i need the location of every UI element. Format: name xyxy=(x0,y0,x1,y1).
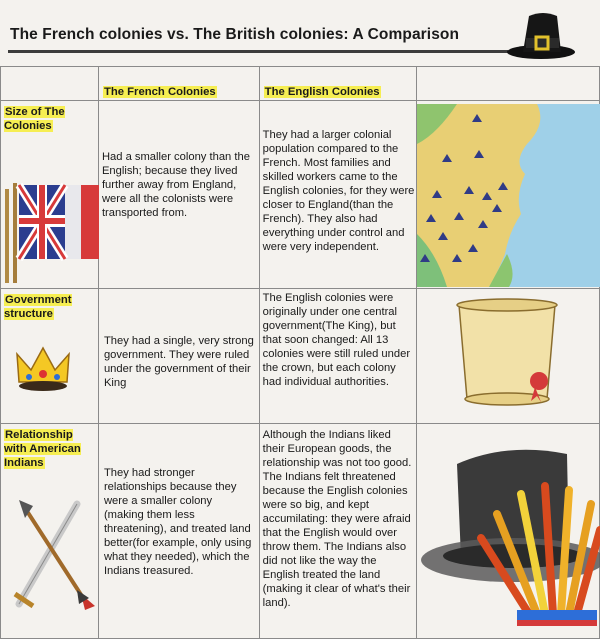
row-relationship-image xyxy=(417,424,600,639)
title-underline xyxy=(8,50,508,53)
page-title: The French colonies vs. The British colonies: A Comparison xyxy=(10,26,460,43)
row-size xyxy=(1,101,99,289)
row-size-image xyxy=(417,101,600,289)
row-relationship-english xyxy=(259,424,417,639)
row-size-english xyxy=(259,101,417,289)
comparison-table xyxy=(0,66,600,639)
header-blank xyxy=(1,67,99,101)
scroll-drawing xyxy=(447,295,567,415)
row-government-french-text: They had a single, very strong government. They were ruled under the government of their King xyxy=(103,335,254,389)
row-government-english xyxy=(259,289,417,424)
colony-map-drawing xyxy=(417,104,600,287)
crown-drawing xyxy=(13,344,73,394)
row-government-english-text: The English colonies were originally under one central government(The King), but that soon changed: All 13 colonies were still ruled under the crown, but each colony had individual authorities. xyxy=(262,292,411,388)
row-heading-government: Government structure xyxy=(4,294,72,320)
row-size-french xyxy=(98,101,259,289)
headdress-hat-drawing xyxy=(417,434,600,634)
header-french-label: The French Colonies xyxy=(103,86,216,98)
row-size-english-text: They had a larger colonial population compared to the French. Most families and skilled workers came to the English colonies, for they were closer to England(than the French). They also had everything under control and were very independent. xyxy=(262,129,415,253)
row-government-french xyxy=(98,289,259,424)
row-relationship-english-text: Although the Indians liked their European goods, the relationship was not too good. The Indians felt threatened because the English colonies were so big, and kept accumilating: they were afraid that the English would over throw them. The Indians also did not like the way the English treated the land (making it clear of what's their land). xyxy=(262,429,412,609)
header-english-label: The English Colonies xyxy=(264,86,380,98)
header-french xyxy=(98,67,259,101)
flag-drawing xyxy=(1,183,99,283)
row-heading-relationship: Relationship with American Indians xyxy=(4,429,81,469)
header-blank-right xyxy=(417,67,600,101)
header-english xyxy=(259,67,417,101)
row-relationship-french xyxy=(98,424,259,639)
row-relationship xyxy=(1,424,99,639)
row-size-french-text: Had a smaller colony than the English; because they lived further away from England, were all the colonists were transported from. xyxy=(101,151,250,219)
row-government xyxy=(1,289,99,424)
row-government-image xyxy=(417,289,600,424)
row-heading-size: Size of The Colonies xyxy=(4,106,65,132)
pilgrim-hat-icon xyxy=(505,8,585,64)
crossed-weapons-drawing xyxy=(5,494,99,614)
row-relationship-french-text: They had stronger relationships because they were a smaller colony (making them less threatening), and treated land better(for example, only using what they needed), which the Indians treasured. xyxy=(103,467,252,577)
